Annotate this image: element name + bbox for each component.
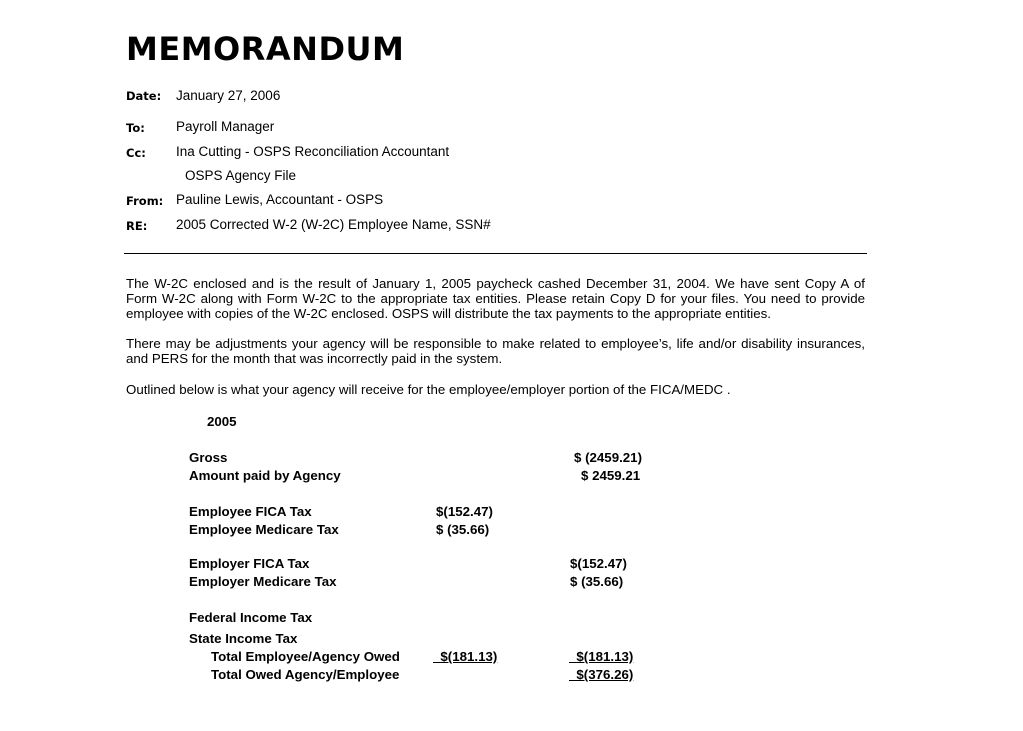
gross-label: Gross bbox=[189, 450, 228, 465]
total-emp-value-2-text: $(181.13) bbox=[576, 649, 634, 664]
er-med-value: $ (35.66) bbox=[570, 574, 624, 589]
fed-tax-label: Federal Income Tax bbox=[189, 610, 313, 625]
paid-label: Amount paid by Agency bbox=[189, 468, 341, 483]
er-med-label: Employer Medicare Tax bbox=[189, 574, 337, 589]
memo-title: MEMORANDUM bbox=[126, 30, 405, 68]
total-emp-value-2 bbox=[569, 649, 633, 664]
emp-fica-value: $(152.47) bbox=[436, 504, 493, 519]
total-owed-label: Total Owed Agency/Employee bbox=[211, 667, 400, 682]
state-tax-label: State Income Tax bbox=[189, 631, 298, 646]
cc-value: Ina Cutting - OSPS Reconciliation Accountant bbox=[176, 144, 450, 159]
total-emp-value-1-text: $(181.13) bbox=[440, 649, 498, 664]
paid-value: $ 2459.21 bbox=[581, 468, 641, 483]
gross-value: $ (2459.21) bbox=[574, 450, 643, 465]
emp-med-value: $ (35.66) bbox=[436, 522, 490, 537]
body-paragraph-1: The W-2C enclosed and is the result of January 1, 2005 paycheck cashed December 31, 2004. We have sent Copy A of Form W-2C along with Form W-2C to the appropriate tax entities. Please retain Copy D for your files. You need to provide employee with copies of the W-2C enclosed. OSPS will distribute the tax payments to the appropriate entities. bbox=[126, 276, 865, 321]
from-value: Pauline Lewis, Accountant - OSPS bbox=[176, 192, 384, 207]
total-owed-value bbox=[569, 667, 633, 682]
re-label: RE: bbox=[126, 219, 148, 233]
total-emp-value-1 bbox=[433, 649, 497, 664]
emp-med-label: Employee Medicare Tax bbox=[189, 522, 339, 537]
total-emp-label: Total Employee/Agency Owed bbox=[211, 649, 400, 664]
cc-label: Cc: bbox=[126, 146, 146, 160]
date-label: Date: bbox=[126, 89, 162, 103]
date-value: January 27, 2006 bbox=[176, 88, 281, 103]
re-value: 2005 Corrected W-2 (W-2C) Employee Name, SSN# bbox=[176, 217, 491, 232]
total-owed-value-text: $(376.26) bbox=[576, 667, 634, 682]
er-fica-value: $(152.47) bbox=[570, 556, 627, 571]
from-label: From: bbox=[126, 194, 164, 208]
er-fica-label: Employer FICA Tax bbox=[189, 556, 310, 571]
body-paragraph-2: There may be adjustments your agency will be responsible to make related to employee’s, life and/or disability insurances, and PERS for the month that was incorrectly paid in the system. bbox=[126, 336, 865, 366]
emp-fica-label: Employee FICA Tax bbox=[189, 504, 312, 519]
to-label: To: bbox=[126, 121, 145, 135]
to-value: Payroll Manager bbox=[176, 119, 275, 134]
body-paragraph-3: Outlined below is what your agency will receive for the employee/employer portion of the FICA/MEDC . bbox=[126, 382, 731, 397]
cc-value-2: OSPS Agency File bbox=[185, 168, 297, 183]
table-year: 2005 bbox=[207, 414, 237, 429]
header-divider bbox=[124, 253, 867, 254]
